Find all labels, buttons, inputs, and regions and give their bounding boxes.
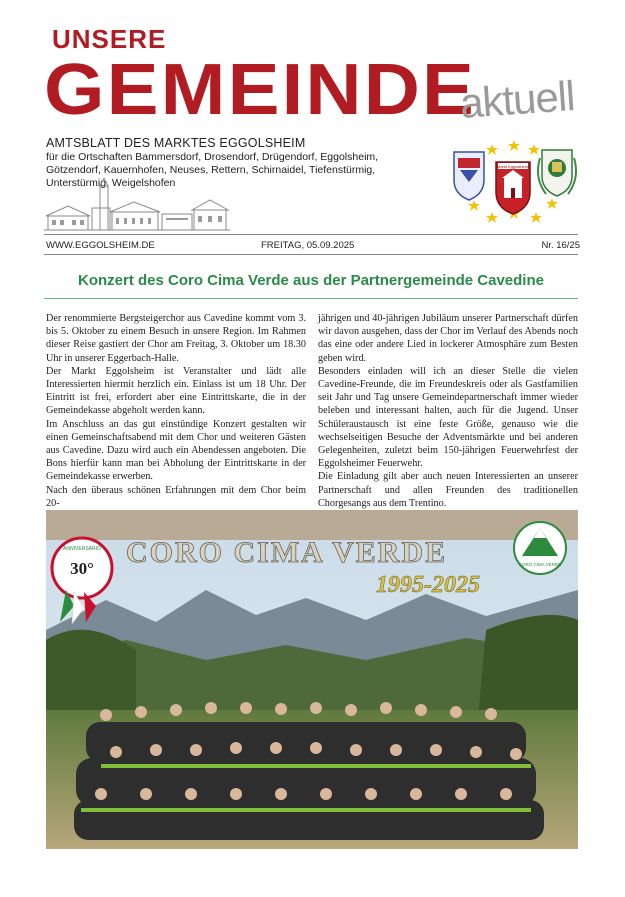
paragraph: Der renommierte Bergsteigerchor aus Cavedine kommt vom 3. bis 5. Oktober zu einem Besuch in unsere Region. Im Rahmen dieser Reise gastiert der Chor am Freitag, 3. Oktober um 18.30 Uhr in unserer Eggerbach-Halle. bbox=[46, 313, 306, 364]
masthead-gemeinde: GEMEINDE bbox=[44, 50, 477, 130]
choir-photo bbox=[46, 510, 578, 849]
crest-middle-label: Markt Eggolsheim bbox=[496, 164, 530, 169]
article-column-right bbox=[318, 312, 578, 523]
paragraph: Der Markt Eggolsheim ist Veranstalter und lädt alle Interessierten hiermit herzlich ein. Einlass ist um 18 Uhr. Der Eintritt ist frei, erfordert aber eine Eintrittskarte, die in der Gemeindekasse abgeholt werden kann. bbox=[46, 365, 306, 417]
issue-date: FREITAG, 05.09.2025 bbox=[261, 240, 355, 251]
paragraph: Im Anschluss an das gut einstündige Konzert gestalten wir einen Gemeinschaftsabend mit dem Chor und weiteren Gästen aus Cavedine. Dazu wird auch ein Abendessen angeboten. Die Bons hierfür kann man bei Abholung der Eintrittskarte in der Gemeindekasse erwerben. bbox=[46, 418, 306, 483]
website-link[interactable]: WWW.EGGOLSHEIM.DE bbox=[46, 240, 155, 251]
choir-logo bbox=[514, 522, 566, 574]
photo-years: 1995-2025 bbox=[376, 572, 480, 598]
header-rule-top bbox=[44, 234, 578, 235]
masthead-aktuell: aktuell bbox=[458, 72, 576, 127]
masthead-subtitle: AMTSBLATT DES MARKTES EGGOLSHEIM bbox=[46, 136, 306, 150]
villages-list: für die Ortschaften Bammersdorf, Drosendorf, Drügendorf, Eggolsheim, Götzendorf, Kauernhofen, Neuses, Rettern, Schirnaidel, Tiefenstürmig, Unterstürmig, Weigelshofen bbox=[46, 151, 379, 189]
header-rule-bottom bbox=[44, 254, 578, 255]
logo-text: CORO CIMA VERDE bbox=[518, 562, 562, 567]
badge-arc-text: ANNIVERSARIO bbox=[63, 546, 101, 552]
choir-members bbox=[74, 722, 544, 840]
badge-number: 30° bbox=[70, 559, 94, 578]
paragraph: Nach den überaus schönen Erfahrungen mit dem Chor beim 20- bbox=[46, 484, 306, 509]
masthead-unsere: UNSERE bbox=[52, 24, 167, 54]
town-skyline-illustration bbox=[44, 178, 230, 232]
municipal-crests bbox=[448, 138, 578, 224]
article-column-left bbox=[46, 312, 306, 510]
paragraph: Die Einladung gilt aber auch neuen Interessierten an unserer Partnerschaft und allen Freunden des traditionellen Chorgesangs aus dem Trentino. bbox=[318, 471, 578, 509]
paragraph: Besonders einladen will ich an dieser Stelle die vielen Cavedine-Freunde, die im Freundeskreis oder als Gastfamilien seit Jahr und Tag unsere Gemeindepartnerschaft immer wieder beleben und interessant halten, auch für die Jugend. Unser Schüleraustausch ist eine feste Größe, genauso wie die wechselseitigen Besuche der Adventsmärkte und bei anderen Gelegenheiten, zuletzt beim 150-jährigen Feuerwehrfest der Eggolsheimer Feuerwehr. bbox=[318, 365, 578, 470]
photo-title: CORO CIMA VERDE bbox=[126, 536, 448, 569]
headline-rule bbox=[44, 298, 578, 299]
paragraph: jährigen und 40-jährigen Jubiläum unserer Partnerschaft dürfen wir davon ausgehen, dass der Chor im Verlauf des Abends noch das eine oder andere Lied in lockerer Atmosphäre zum Besten geben wird. bbox=[318, 313, 578, 364]
article-headline: Konzert des Coro Cima Verde aus der Partnergemeinde Cavedine bbox=[78, 272, 544, 289]
issue-number: Nr. 16/25 bbox=[541, 240, 580, 251]
